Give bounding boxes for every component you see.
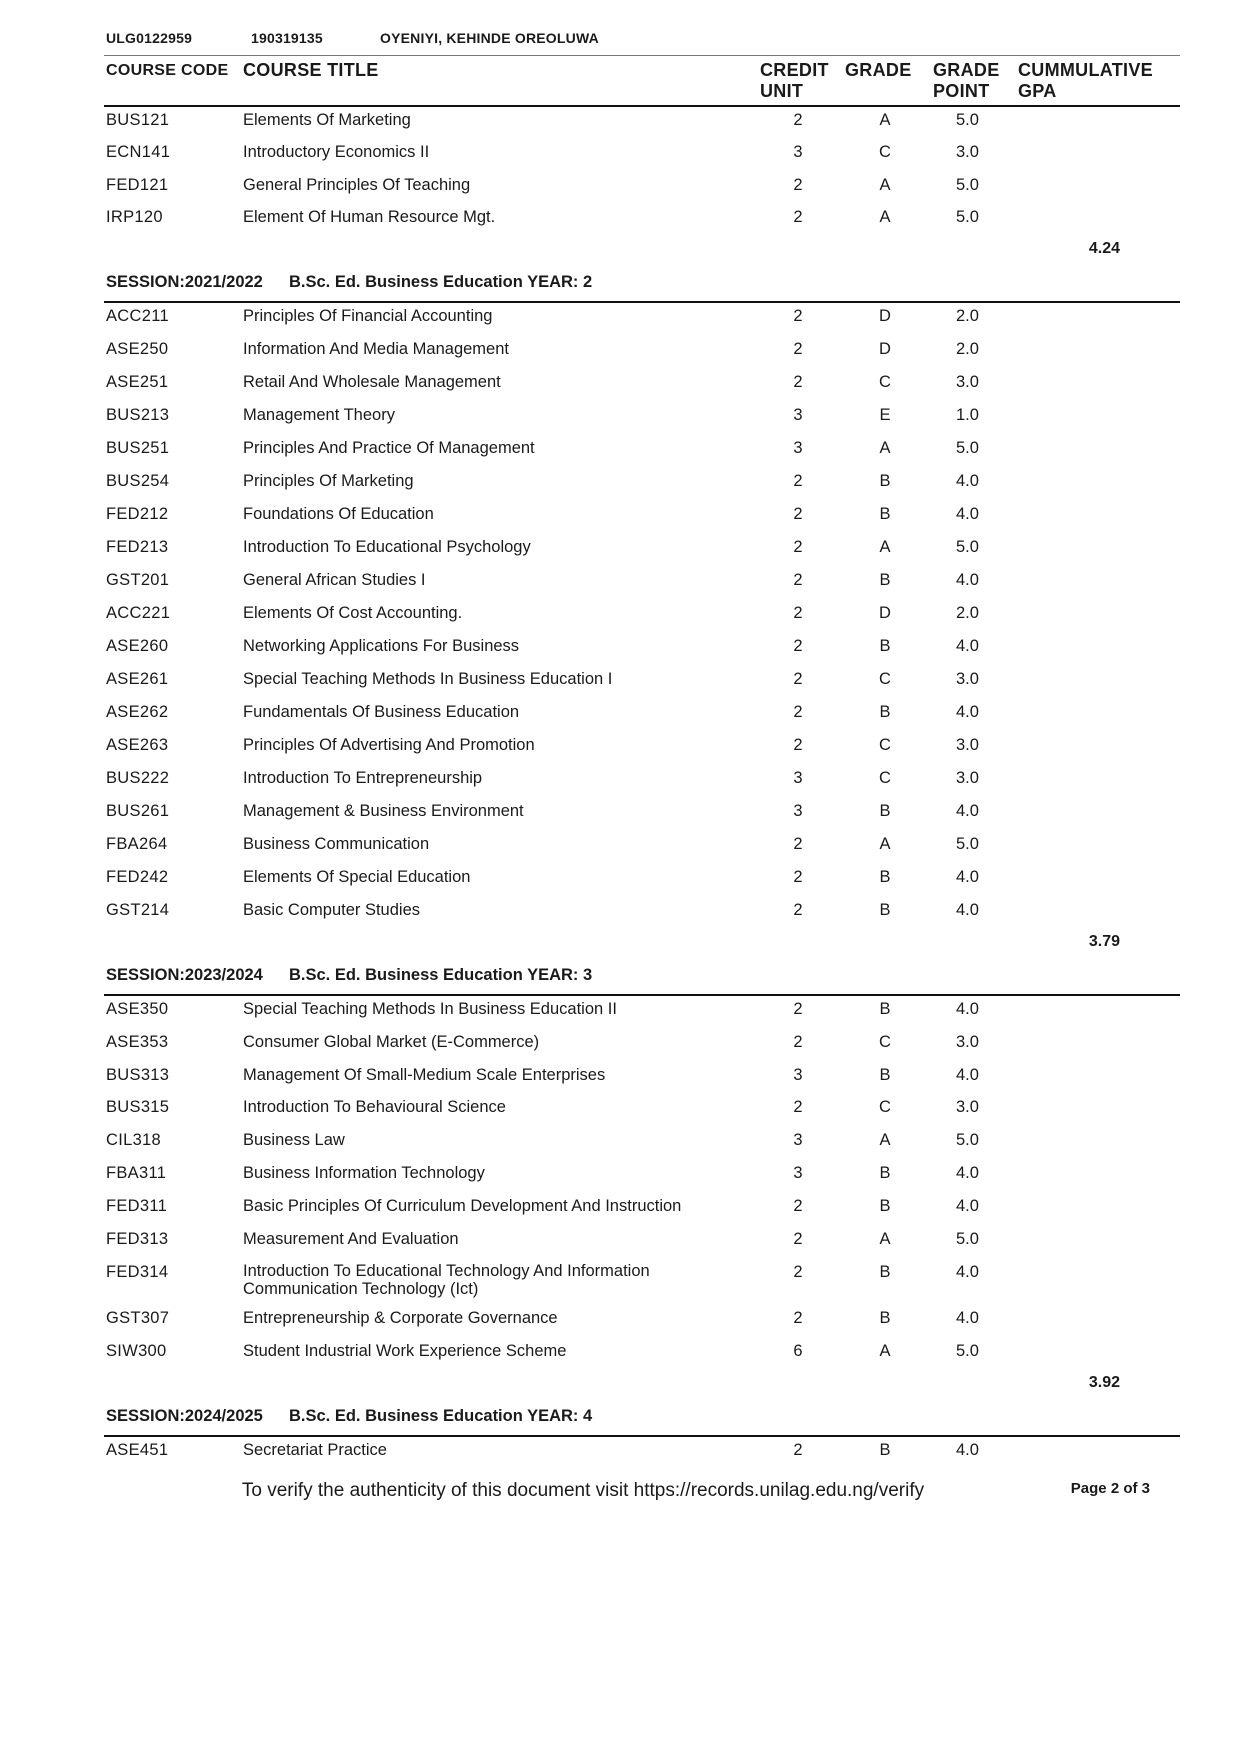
table-row [0,1163,1240,1187]
session-program: B.Sc. Ed. Business Education YEAR: 4 [289,1407,593,1425]
course-title: Special Teaching Methods In Business Education II [243,1000,617,1018]
table-row [0,110,1240,134]
course-title: Introduction To Behavioural Science [243,1098,506,1116]
course-code: ASE353 [106,1033,169,1051]
course-title: Principles Of Financial Accounting [243,307,493,325]
col-credit-line2: UNIT [760,81,804,101]
course-title: Entrepreneurship & Corporate Governance [243,1309,558,1327]
grade-point: 4.0 [956,637,979,655]
grade-point: 4.0 [956,571,979,589]
course-title: Principles Of Marketing [243,472,414,490]
cumulative-gpa: 4.24 [1088,240,1120,257]
table-row [0,471,1240,495]
grade-point: 4.0 [956,1197,979,1215]
col-course-code: COURSE CODE [106,62,229,79]
grade-point: 4.0 [956,472,979,490]
course-code: ASE263 [106,736,169,754]
student-id: ULG0122959 [106,30,193,46]
course-title: Elements Of Marketing [243,111,411,129]
credit-unit: 3 [793,769,803,787]
table-row [0,438,1240,462]
credit-unit: 2 [793,307,803,325]
grade-point: 4.0 [956,1164,979,1182]
grade: A [879,208,891,226]
course-title: Business Information Technology [243,1164,485,1182]
credit-unit: 2 [793,505,803,523]
course-code: FED311 [106,1197,168,1215]
table-row [0,669,1240,693]
grade-point: 3.0 [956,1033,979,1051]
grade: C [879,1033,891,1051]
grade-point: 4.0 [956,1441,979,1459]
course-code: ACC221 [106,604,171,622]
course-code: FBA311 [106,1164,167,1182]
course-title: General African Studies I [243,571,426,589]
grade: B [879,1441,891,1459]
table-row [0,834,1240,858]
course-title: Introductory Economics II [243,143,430,161]
course-code: BUS213 [106,406,170,424]
grade-point: 1.0 [956,406,979,424]
credit-unit: 3 [793,143,803,161]
grade-point: 4.0 [956,703,979,721]
grade: A [879,1342,891,1360]
grade: D [879,307,891,325]
grade: B [879,1066,891,1084]
course-title: Foundations Of Education [243,505,434,523]
grade: B [879,1164,891,1182]
course-title: Consumer Global Market (E-Commerce) [243,1033,540,1051]
grade-point: 3.0 [956,670,979,688]
course-code: BUS121 [106,111,170,129]
course-title: Secretariat Practice [243,1441,387,1459]
grade-point: 3.0 [956,769,979,787]
grade: A [879,1131,891,1149]
grade: B [879,703,891,721]
grade: B [879,637,891,655]
course-title: Business Law [243,1131,345,1149]
grade: A [879,835,891,853]
course-title: Introduction To Entrepreneurship [243,769,483,787]
grade: A [879,439,891,457]
grade-point: 4.0 [956,901,979,919]
grade: C [879,1098,891,1116]
credit-unit: 2 [793,1197,803,1215]
grade-point: 5.0 [956,1342,979,1360]
grade-point: 4.0 [956,868,979,886]
cumulative-gpa: 3.79 [1088,933,1120,950]
page-number: Page 2 of 3 [1070,1480,1150,1497]
credit-unit: 2 [793,736,803,754]
table-row [0,207,1240,231]
grade: C [879,373,891,391]
col-credit-unit [760,60,829,102]
col-credit-line1: CREDIT [760,60,829,80]
grade: B [879,571,891,589]
course-code: ASE261 [106,670,169,688]
course-title: Basic Computer Studies [243,901,420,919]
course-code: ASE451 [106,1441,169,1459]
grade-point: 5.0 [956,111,979,129]
table-row [0,306,1240,330]
session-program: B.Sc. Ed. Business Education YEAR: 2 [289,273,593,291]
grade-point: 4.0 [956,802,979,820]
credit-unit: 2 [793,703,803,721]
col-grade: GRADE [845,60,912,80]
table-row [0,504,1240,528]
credit-unit: 2 [793,472,803,490]
table-row [0,1097,1240,1121]
course-title: Business Communication [243,835,430,853]
course-title: Basic Principles Of Curriculum Development And Instruction [243,1197,682,1215]
credit-unit: 6 [793,1342,803,1360]
grade: B [879,472,891,490]
table-row [0,537,1240,561]
credit-unit: 2 [793,901,803,919]
table-row [0,867,1240,891]
course-code: BUS261 [106,802,170,820]
course-code: ASE262 [106,703,169,721]
course-code: FED313 [106,1230,169,1248]
course-code: GST307 [106,1309,170,1327]
grade: B [879,802,891,820]
grade: A [879,176,891,194]
course-title: General Principles Of Teaching [243,176,471,194]
grade: E [879,406,891,424]
grade-point: 5.0 [956,176,979,194]
grade: B [879,1263,891,1281]
col-course-title: COURSE TITLE [243,60,379,80]
course-title: Information And Media Management [243,340,509,358]
course-code: BUS254 [106,472,170,490]
course-title: Networking Applications For Business [243,637,520,655]
col-grade-point-line1: GRADE [933,60,1000,80]
credit-unit: 2 [793,1263,803,1281]
grade-point: 3.0 [956,736,979,754]
col-cgpa-line2: GPA [1018,81,1057,101]
credit-unit: 3 [793,802,803,820]
top-divider [104,55,1180,56]
col-cgpa-line1: CUMMULATIVE [1018,60,1153,80]
table-row [0,339,1240,363]
credit-unit: 2 [793,637,803,655]
session-label: SESSION:2021/2022 [106,273,263,291]
course-title: Management Of Small-Medium Scale Enterprises [243,1066,606,1084]
course-code: FED212 [106,505,169,523]
grade-point: 2.0 [956,340,979,358]
credit-unit: 2 [793,373,803,391]
credit-unit: 2 [793,571,803,589]
header-divider [104,105,1180,107]
grade-point: 5.0 [956,538,979,556]
course-title: Element Of Human Resource Mgt. [243,208,496,226]
table-row [0,1440,1240,1464]
course-title: Principles And Practice Of Management [243,439,535,457]
credit-unit: 2 [793,340,803,358]
credit-unit: 3 [793,1164,803,1182]
credit-unit: 3 [793,439,803,457]
grade-point: 3.0 [956,1098,979,1116]
table-row [0,1229,1240,1253]
credit-unit: 3 [793,1131,803,1149]
grade: A [879,538,891,556]
grade-point: 5.0 [956,439,979,457]
course-code: BUS222 [106,769,170,787]
course-title: Management & Business Environment [243,802,524,820]
credit-unit: 2 [793,208,803,226]
col-grade-point [933,60,1000,102]
col-cumulative-gpa [1018,60,1153,102]
credit-unit: 2 [793,1098,803,1116]
grade: B [879,1000,891,1018]
course-code: ASE251 [106,373,169,391]
course-code: GST214 [106,901,170,919]
table-row [0,801,1240,825]
course-title: Management Theory [243,406,395,424]
grade-point: 3.0 [956,373,979,391]
course-code: FBA264 [106,835,168,853]
table-row [0,999,1240,1023]
grade: C [879,670,891,688]
grade-point: 4.0 [956,1263,979,1281]
course-code: FED213 [106,538,169,556]
grade-point: 5.0 [956,1230,979,1248]
grade-point: 5.0 [956,835,979,853]
credit-unit: 2 [793,176,803,194]
table-row [0,1341,1240,1365]
grade-point: 4.0 [956,505,979,523]
session-label: SESSION:2024/2025 [106,1407,263,1425]
grade: A [879,1230,891,1248]
cumulative-gpa: 3.92 [1088,1374,1120,1391]
grade: D [879,340,891,358]
grade: C [879,143,891,161]
course-code: CIL318 [106,1131,162,1149]
table-row [0,768,1240,792]
col-grade-point-line2: POINT [933,81,990,101]
table-row [0,1262,1240,1306]
credit-unit: 2 [793,1230,803,1248]
course-code: BUS315 [106,1098,170,1116]
grade-point: 2.0 [956,307,979,325]
course-code: GST201 [106,571,170,589]
table-row [0,1065,1240,1089]
table-row [0,372,1240,396]
grade-point: 5.0 [956,208,979,226]
grade: B [879,505,891,523]
grade-point: 3.0 [956,143,979,161]
course-code: ECN141 [106,143,171,161]
course-title: Elements Of Cost Accounting. [243,604,463,622]
student-name: OYENIYI, KEHINDE OREOLUWA [380,30,599,46]
credit-unit: 2 [793,868,803,886]
course-title: Measurement And Evaluation [243,1230,459,1248]
grade: B [879,868,891,886]
table-row [0,1196,1240,1220]
grade-point: 2.0 [956,604,979,622]
credit-unit: 2 [793,1309,803,1327]
course-title: Special Teaching Methods In Business Education I [243,670,613,688]
session-label: SESSION:2023/2024 [106,966,263,984]
credit-unit: 2 [793,604,803,622]
grade-point: 4.0 [956,1066,979,1084]
table-row [0,1308,1240,1332]
credit-unit: 2 [793,835,803,853]
grade: C [879,736,891,754]
credit-unit: 3 [793,406,803,424]
grade-point: 4.0 [956,1000,979,1018]
course-title: Introduction To Educational Psychology [243,538,531,556]
grade: A [879,111,891,129]
table-row [0,175,1240,199]
grade: D [879,604,891,622]
session-divider [104,301,1180,303]
course-title: Retail And Wholesale Management [243,373,501,391]
credit-unit: 2 [793,670,803,688]
grade: B [879,901,891,919]
course-code: ASE250 [106,340,169,358]
matric-number: 190319135 [251,30,323,46]
course-title: Student Industrial Work Experience Scheme [243,1342,567,1360]
course-code: FED314 [106,1263,169,1281]
course-code: BUS313 [106,1066,170,1084]
session-program: B.Sc. Ed. Business Education YEAR: 3 [289,966,593,984]
credit-unit: 2 [793,538,803,556]
course-code: ASE260 [106,637,169,655]
course-code: ASE350 [106,1000,169,1018]
table-row [0,702,1240,726]
table-row [0,570,1240,594]
table-row [0,603,1240,627]
table-row [0,900,1240,924]
session-divider [104,1435,1180,1437]
credit-unit: 3 [793,1066,803,1084]
course-code: FED121 [106,176,169,194]
verify-notice: To verify the authenticity of this document visit https://records.unilag.edu.ng/verify [241,1480,925,1501]
course-title: Fundamentals Of Business Education [243,703,520,721]
course-code: BUS251 [106,439,170,457]
table-row [0,142,1240,166]
credit-unit: 2 [793,1033,803,1051]
table-row [0,1032,1240,1056]
grade-point: 5.0 [956,1131,979,1149]
credit-unit: 2 [793,1000,803,1018]
grade: C [879,769,891,787]
credit-unit: 2 [793,111,803,129]
course-code: SIW300 [106,1342,167,1360]
course-title: Elements Of Special Education [243,868,471,886]
grade-point: 4.0 [956,1309,979,1327]
course-code: FED242 [106,868,169,886]
session-divider [104,994,1180,996]
table-row [0,405,1240,429]
table-row [0,735,1240,759]
table-row [0,636,1240,660]
course-title: Principles Of Advertising And Promotion [243,736,535,754]
credit-unit: 2 [793,1441,803,1459]
course-code: ACC211 [106,307,169,325]
course-title: Introduction To Educational Technology And Information Communication Technology (Ict) [243,1262,650,1298]
grade: B [879,1197,891,1215]
grade: B [879,1309,891,1327]
table-row [0,1130,1240,1154]
course-code: IRP120 [106,208,163,226]
